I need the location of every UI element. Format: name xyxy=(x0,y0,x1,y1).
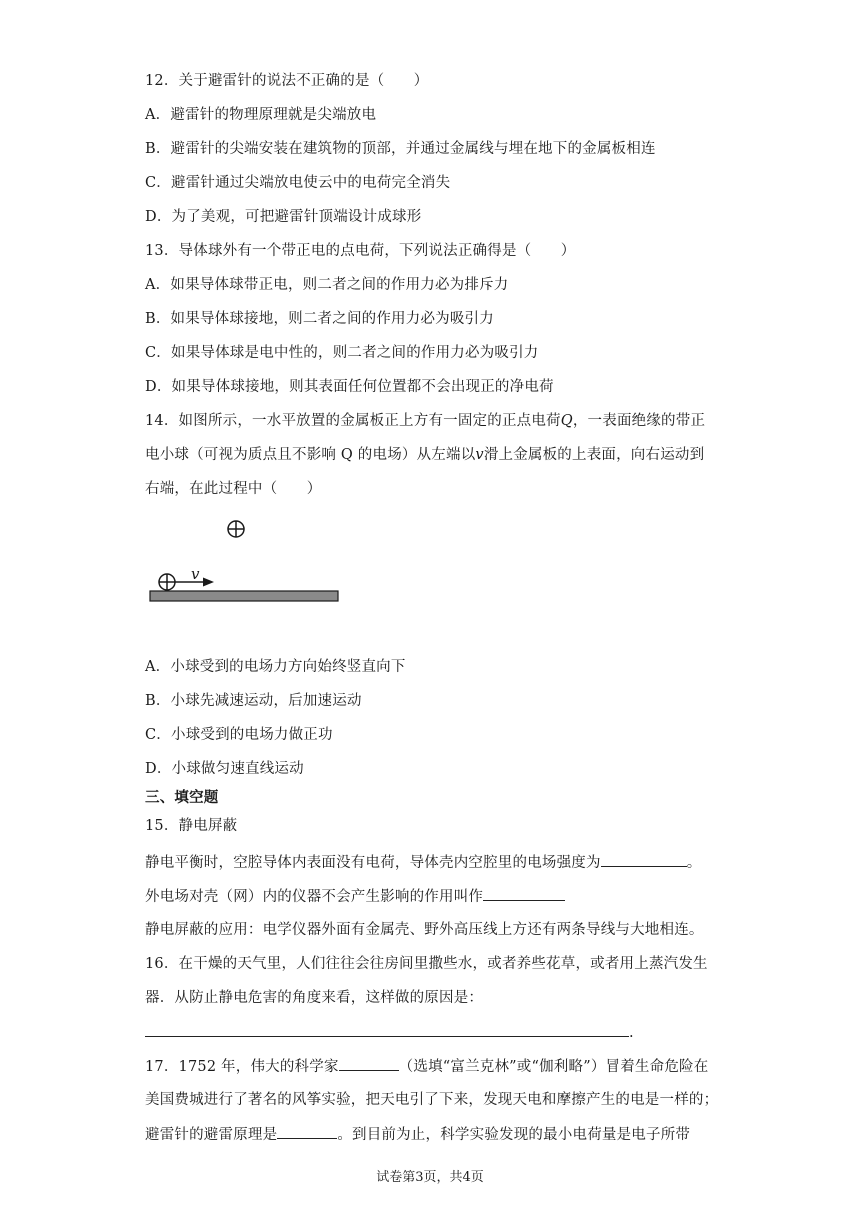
q17-line2: 美国费城进行了著名的风筝实验，把天电引了下来，发现天电和摩擦产生的电是一样的； xyxy=(145,1092,719,1108)
q17-text: 17．1752 年，伟大的科学家 xyxy=(145,1059,339,1075)
section-heading: 三、填空题 xyxy=(145,789,219,806)
q13-option-b: B．如果导体球接地，则二者之间的作用力必为吸引力 xyxy=(145,311,494,327)
answer-blank[interactable] xyxy=(339,1056,399,1071)
charge-plate-diagram xyxy=(140,510,350,610)
q17-line3 xyxy=(145,1124,690,1145)
q14-option-b: B．小球先减速运动，后加速运动 xyxy=(145,693,362,709)
q14-text: 14．如图所示，一水平放置的金属板正上方有一固定的正点电荷 xyxy=(145,413,561,429)
q12-stem: 12．关于避雷针的说法不正确的是（ ） xyxy=(145,73,429,89)
q14-stem-line1 xyxy=(145,411,705,431)
q12-option-d: D．为了美观，可把避雷针顶端设计成球形 xyxy=(145,209,422,225)
q16-end: . xyxy=(629,1025,634,1041)
page-footer: 试卷第3页，共4页 xyxy=(376,1170,484,1185)
q14-text: 滑上金属板的上表面，向右运动到 xyxy=(483,447,705,463)
velocity-symbol: v xyxy=(475,447,484,463)
q15-text: 外电场对壳（网）内的仪器不会产生影响的作用叫作 xyxy=(145,889,484,905)
fixed-positive-charge-icon xyxy=(228,521,244,537)
q15-text: 静电平衡时，空腔导体内表面没有电荷，导体壳内空腔里的电场强度为 xyxy=(145,855,601,871)
answer-blank[interactable] xyxy=(277,1124,337,1139)
q16-line1: 16．在干燥的天气里，人们往往会往房间里撒些水，或者养些花草，或者用上蒸汽发生 xyxy=(145,956,708,972)
q15-text: 。 xyxy=(686,855,702,871)
q13-stem: 13．导体球外有一个带正电的点电荷，下列说法正确得是（ ） xyxy=(145,243,576,259)
q15-line3: 静电屏蔽的应用：电学仪器外面有金属壳、野外高压线上方还有两条导线与大地相连。 xyxy=(145,922,704,938)
q14-stem-line3: 右端，在此过程中（ ） xyxy=(145,481,322,497)
metal-plate xyxy=(150,591,338,601)
q13-option-a: A．如果导体球带正电，则二者之间的作用力必为排斥力 xyxy=(145,277,509,293)
answer-blank[interactable] xyxy=(145,1022,629,1037)
q12-option-a: A．避雷针的物理原理就是尖端放电 xyxy=(145,107,377,123)
q16-answer-line xyxy=(145,1022,634,1043)
q17-text: （选填“富兰克林”或“伽利略”）冒着生命危险在 xyxy=(398,1059,709,1075)
q17-line1 xyxy=(145,1056,708,1077)
q13-option-c: C．如果导体球是电中性的，则二者之间的作用力必为吸引力 xyxy=(145,345,539,361)
charged-ball-icon xyxy=(159,574,175,590)
q14-figure xyxy=(140,510,350,614)
q12-option-b: B．避雷针的尖端安装在建筑物的顶部，并通过金属线与埋在地下的金属板相连 xyxy=(145,141,656,157)
q14-stem-line2 xyxy=(145,445,704,465)
answer-blank[interactable] xyxy=(601,852,687,867)
q16-line2: 器．从防止静电危害的角度来看，这样做的原因是： xyxy=(145,990,484,1006)
q15-title: 15．静电屏蔽 xyxy=(145,818,238,834)
q12-option-c: C．避雷针通过尖端放电使云中的电荷完全消失 xyxy=(145,175,451,191)
q14-option-c: C．小球受到的电场力做正功 xyxy=(145,727,333,743)
q14-text: ，一表面绝缘的带正 xyxy=(572,413,706,429)
q14-option-d: D．小球做匀速直线运动 xyxy=(145,761,304,777)
q14-option-a: A．小球受到的电场力方向始终竖直向下 xyxy=(145,659,406,675)
q15-line2 xyxy=(145,886,565,907)
velocity-label: v xyxy=(191,565,200,583)
q17-text: 。到目前为止，科学实验发现的最小电荷量是电子所带 xyxy=(337,1127,691,1143)
q15-line1 xyxy=(145,852,701,873)
charge-q-symbol: Q xyxy=(560,413,573,429)
q14-text: 电小球（可视为质点且不影响 Q 的电场）从左端以 xyxy=(145,447,476,463)
q13-option-d: D．如果导体球接地，则其表面任何位置都不会出现正的净电荷 xyxy=(145,379,554,395)
answer-blank[interactable] xyxy=(483,886,565,901)
q17-text: 避雷针的避雷原理是 xyxy=(145,1127,278,1143)
